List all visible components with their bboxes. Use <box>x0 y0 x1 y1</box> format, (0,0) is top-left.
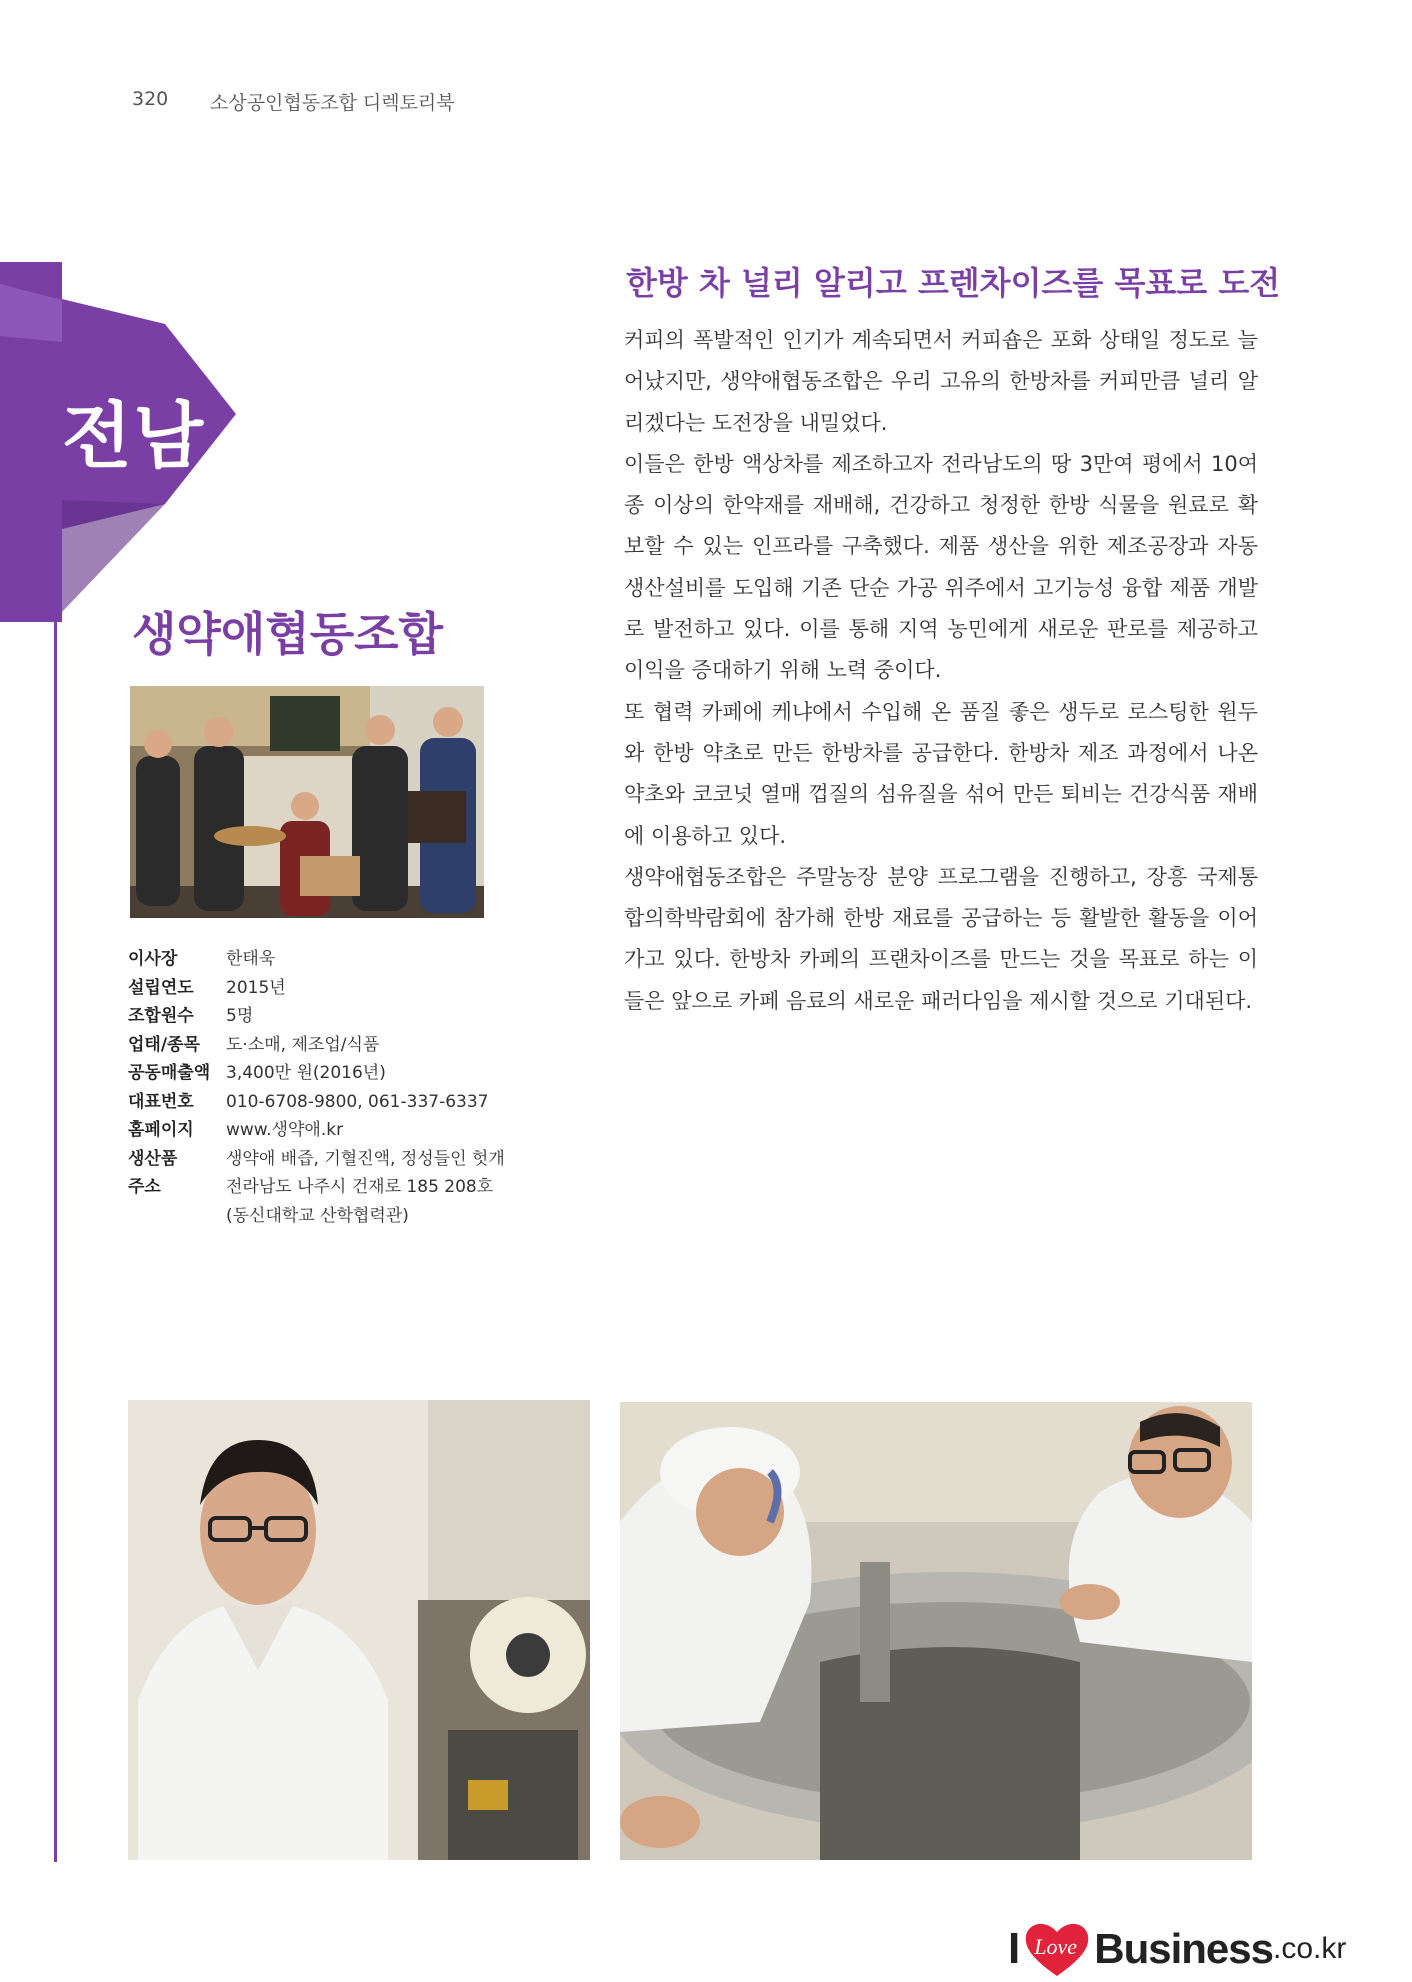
article-paragraph: 또 협력 카페에 케냐에서 수입해 온 품질 좋은 생두로 로스팅한 원두와 한방 약초로 만든 한방차를 공급한다. 한방차 제조 과정에서 나온 약초와 코코넛 열매 껍질의 섬유질을 섞어 만든 퇴비는 건강식품 재배에 이용하고 있다. <box>624 699 1258 848</box>
portrait-photo <box>128 1400 590 1860</box>
info-row-members <box>128 1002 548 1031</box>
info-value: 3,400만 원(2016년) <box>226 1063 386 1083</box>
info-row-ceo <box>128 945 548 974</box>
info-value: 전라남도 나주시 건재로 185 208호 <box>226 1177 494 1197</box>
info-label: 이사장 <box>128 949 178 969</box>
info-row-address <box>128 1173 548 1202</box>
region-label: 전남 <box>62 394 206 478</box>
article-paragraph: 생약애협동조합은 주말농장 분양 프로그램을 진행하고, 장흥 국제통합의학박람회에 참가해 한방 재료를 공급하는 등 활발한 활동을 이어가고 있다. 한방차 카페의 프랜차이즈를 만드는 것을 목표로 하는 이들은 앞으로 카페 음료의 새로운 패러다임을 제시할 것으로 기대된다. <box>624 864 1258 1013</box>
logo-domain: .co.kr <box>1272 1932 1347 1965</box>
info-value: 도·소매, 제조업/식품 <box>226 1034 380 1055</box>
info-label <box>128 1202 226 1231</box>
info-row-phone <box>128 1088 548 1117</box>
logo-business: Business <box>1094 1925 1273 1972</box>
page-number: 320 <box>132 88 169 110</box>
info-table <box>128 945 548 1230</box>
info-value: 생약애 배즙, 기혈진액, 정성들인 헛개 <box>226 1148 505 1169</box>
info-value: 5명 <box>226 1006 254 1026</box>
info-label: 조합원수 <box>128 1006 194 1026</box>
ilovebusiness-logo <box>1008 1920 1346 1978</box>
logo-i: I <box>1008 1924 1021 1973</box>
group-photo <box>130 686 484 918</box>
info-label: 생산품 <box>128 1148 178 1169</box>
production-photo <box>620 1402 1252 1860</box>
info-label: 대표번호 <box>128 1091 194 1112</box>
info-value: (동신대학교 산학협력관) <box>226 1205 409 1226</box>
article-paragraph: 커피의 폭발적인 인기가 계속되면서 커피숍은 포화 상태일 정도로 늘어났지만, 생약애협동조합은 우리 고유의 한방차를 커피만큼 널리 알리겠다는 도전장을 내밀었다. <box>624 328 1258 435</box>
info-label: 공동매출액 <box>128 1063 211 1083</box>
info-value: www.생약애.kr <box>226 1120 344 1140</box>
info-row-address-cont <box>128 1202 548 1231</box>
article-paragraph: 이들은 한방 액상차를 제조하고자 전라남도의 땅 3만여 평에서 10여 종 이상의 한약재를 재배해, 건강하고 청정한 한방 식물을 원료로 확보할 수 있는 인프라를 구축했다. 제품 생산을 위한 제조공장과 자동생산설비를 도입해 기존 단순 가공 위주에서 고기능성 융합 제품 개발로 발전하고 있다. 이를 통해 지역 농민에게 새로운 판로를 제공하고 이익을 증대하기 위해 노력 중이다. <box>624 451 1258 683</box>
article-body <box>624 320 1258 1022</box>
info-label: 주소 <box>128 1177 161 1197</box>
info-label: 업태/종목 <box>128 1034 200 1055</box>
info-value: 010-6708-9800, 061-337-6337 <box>226 1091 489 1112</box>
book-title: 소상공인협동조합 디렉토리북 <box>210 92 455 114</box>
coop-name: 생약애협동조합 <box>132 607 444 661</box>
info-row-sales <box>128 1059 548 1088</box>
info-row-founded <box>128 974 548 1003</box>
info-label: 설립연도 <box>128 977 194 998</box>
heart-icon <box>1024 1920 1090 1978</box>
info-row-business-type <box>128 1031 548 1060</box>
article-headline: 한방 차 널리 알리고 프렌차이즈를 목표로 도전 <box>626 264 1281 302</box>
info-value: 2015년 <box>226 977 286 998</box>
info-label: 홈페이지 <box>128 1120 194 1140</box>
logo-love: Love <box>1034 1934 1077 1959</box>
info-value: 한태욱 <box>226 949 276 969</box>
info-row-homepage <box>128 1116 548 1145</box>
info-row-products <box>128 1145 548 1174</box>
